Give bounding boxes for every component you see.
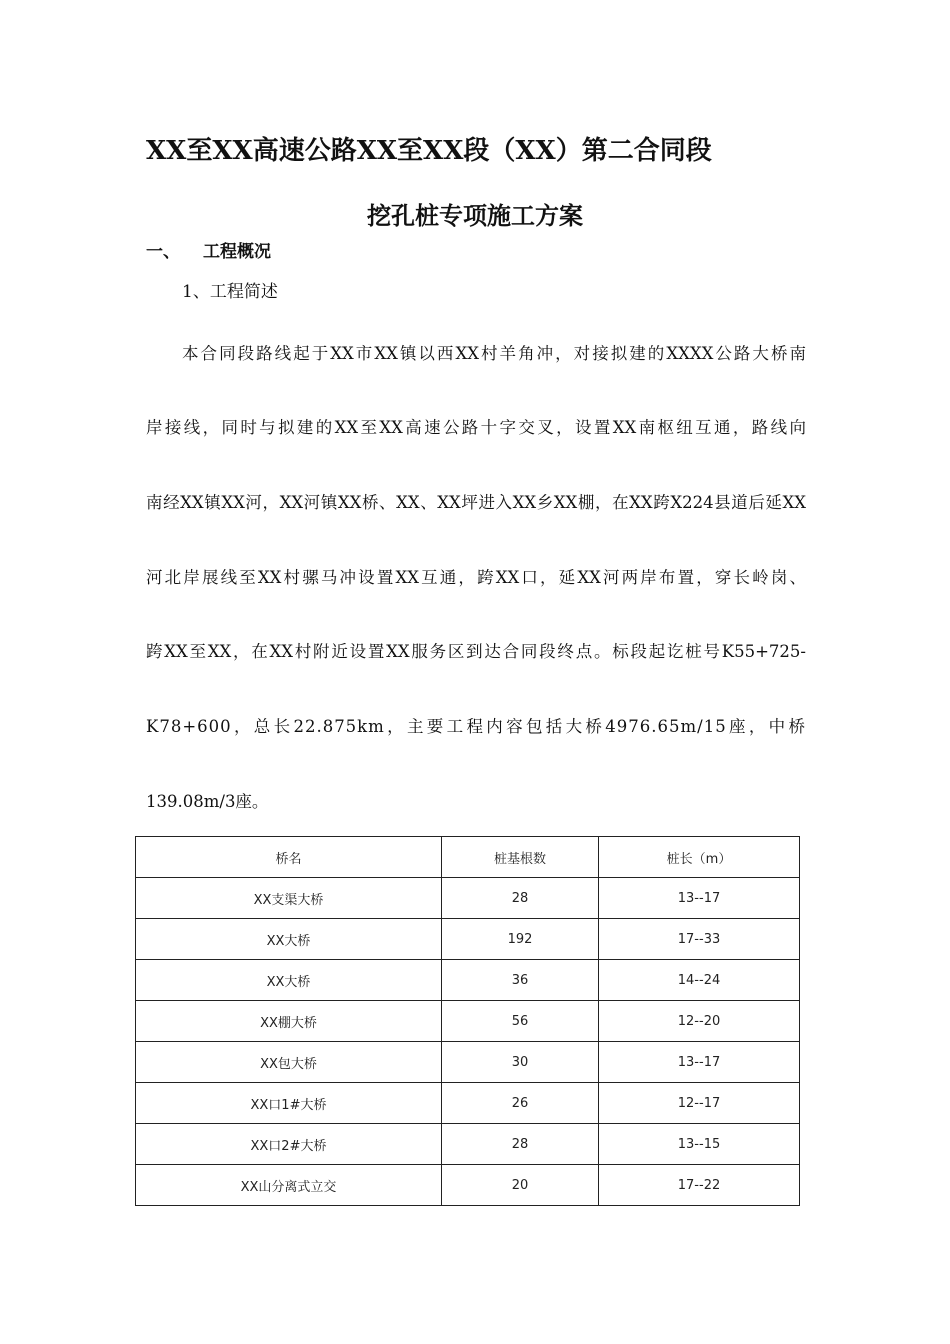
cell-pile-count: 28 <box>442 1124 599 1165</box>
table-row <box>136 919 800 960</box>
document-title-line1: XX至XX高速公路XX至XX段（XX）第二合同段 <box>146 136 712 166</box>
cell-pile-count: 36 <box>442 960 599 1001</box>
cell-pile-length: 13--17 <box>599 878 800 919</box>
section-title: 工程概况 <box>203 242 271 262</box>
table-row <box>136 1083 800 1124</box>
table-header-row <box>136 837 800 878</box>
cell-bridge-name: XX口1#大桥 <box>136 1083 442 1124</box>
table-row <box>136 1124 800 1165</box>
paragraph-line: 跨XX至XX，在XX村附近设置XX服务区到达合同段终点。标段起讫桩号K55+725- <box>146 642 806 661</box>
cell-bridge-name: XX支渠大桥 <box>136 878 442 919</box>
cell-pile-length: 12--20 <box>599 1001 800 1042</box>
cell-pile-length: 14--24 <box>599 960 800 1001</box>
cell-bridge-name: XX口2#大桥 <box>136 1124 442 1165</box>
table-row <box>136 878 800 919</box>
cell-bridge-name: XX包大桥 <box>136 1042 442 1083</box>
subsection-heading: 1、工程简述 <box>182 282 278 302</box>
cell-pile-length: 17--22 <box>599 1165 800 1206</box>
table-row <box>136 960 800 1001</box>
table-row <box>136 1001 800 1042</box>
cell-pile-count: 28 <box>442 878 599 919</box>
paragraph-line: 139.08m/3座。 <box>146 792 269 811</box>
table-row <box>136 1165 800 1206</box>
cell-pile-count: 192 <box>442 919 599 960</box>
cell-pile-length: 13--17 <box>599 1042 800 1083</box>
paragraph-line: 岸接线，同时与拟建的XX至XX高速公路十字交叉，设置XX南枢纽互通，路线向 <box>146 418 806 437</box>
table-row <box>136 1042 800 1083</box>
header-pile-count: 桩基根数 <box>442 837 599 878</box>
header-pile-length: 桩长（m） <box>599 837 800 878</box>
document-title-line2: 挖孔桩专项施工方案 <box>367 202 583 230</box>
pile-table <box>135 836 800 1206</box>
cell-pile-length: 12--17 <box>599 1083 800 1124</box>
cell-bridge-name: XX大桥 <box>136 960 442 1001</box>
cell-pile-count: 26 <box>442 1083 599 1124</box>
section-number: 一、 <box>146 242 180 262</box>
paragraph-line: 南经XX镇XX河，XX河镇XX桥、XX、XX坪进入XX乡XX棚，在XX跨X224县道后延XX <box>146 493 806 512</box>
cell-pile-length: 13--15 <box>599 1124 800 1165</box>
paragraph-line: 河北岸展线至XX村骡马冲设置XX互通，跨XX口，延XX河两岸布置，穿长岭岗、 <box>146 568 806 587</box>
cell-pile-count: 30 <box>442 1042 599 1083</box>
cell-bridge-name: XX大桥 <box>136 919 442 960</box>
cell-bridge-name: XX山分离式立交 <box>136 1165 442 1206</box>
cell-pile-count: 20 <box>442 1165 599 1206</box>
cell-bridge-name: XX棚大桥 <box>136 1001 442 1042</box>
section-heading <box>146 238 271 266</box>
paragraph-line: K78+600，总长22.875km，主要工程内容包括大桥4976.65m/15座，中桥 <box>146 717 806 736</box>
cell-pile-count: 56 <box>442 1001 599 1042</box>
header-bridge-name: 桥名 <box>136 837 442 878</box>
paragraph-line: 本合同段路线起于XX市XX镇以西XX村羊角冲，对接拟建的XXXX公路大桥南 <box>182 344 806 363</box>
cell-pile-length: 17--33 <box>599 919 800 960</box>
